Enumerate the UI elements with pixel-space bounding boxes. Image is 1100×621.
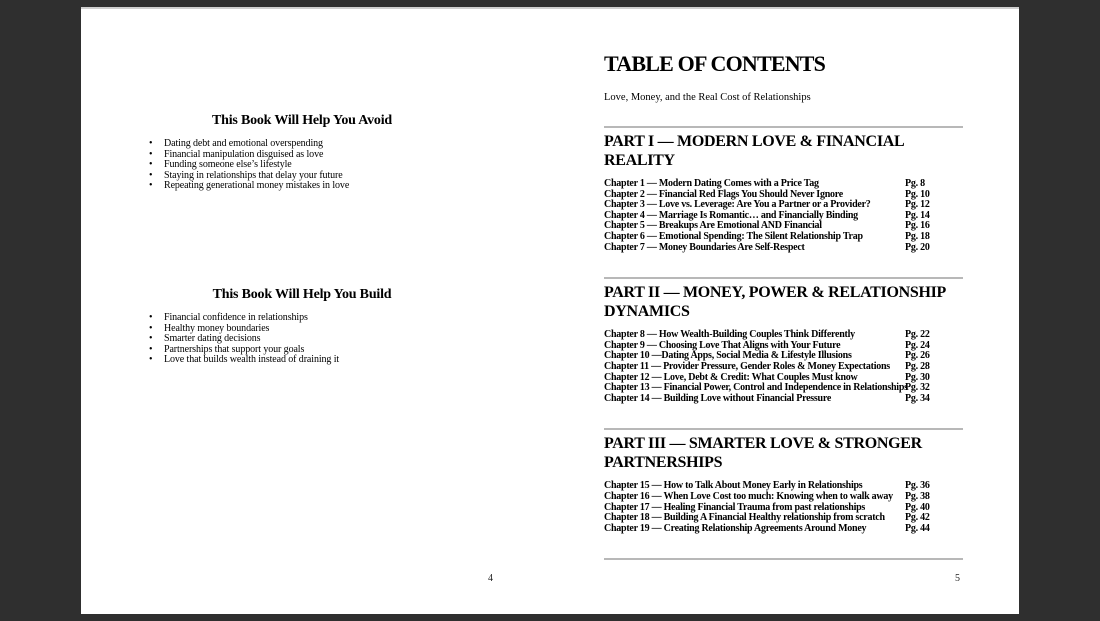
chapter-page-number: Pg. 32 — [905, 382, 930, 394]
build-section — [120, 286, 484, 366]
part-3-chapter-list — [604, 481, 963, 534]
divider-rule — [604, 126, 963, 128]
divider-rule — [604, 558, 963, 560]
chapter-title: Chapter 13 — Financial Power, Control and Independence in Relationships — [604, 382, 908, 394]
chapter-page-number: Pg. 34 — [905, 392, 930, 404]
build-section-title: This Book Will Help You Build — [212, 286, 392, 302]
chapter-page-number: Pg. 38 — [905, 490, 930, 502]
chapter-title: Chapter 14 — Building Love without Financial Pressure — [604, 392, 832, 404]
chapter-title: Chapter 4 — Marriage Is Romantic… and Financially Binding — [604, 209, 858, 221]
chapter-title: Chapter 9 — Choosing Love That Aligns with Your Future — [604, 339, 841, 351]
build-bullet-list — [149, 313, 484, 366]
chapter-title: Chapter 3 — Love vs. Leverage: Are You a Partner or a Provider? — [604, 199, 871, 211]
toc-title: TABLE OF CONTENTS — [604, 51, 826, 76]
chapter-page-number: Pg. 28 — [905, 360, 930, 372]
list-item: • Repeating generational money mistakes in love — [149, 181, 484, 192]
avoid-section — [120, 112, 484, 192]
chapter-title: Chapter 18 — Building A Financial Healthy relationship from scratch — [604, 512, 885, 524]
part-1-chapter-list — [604, 179, 963, 253]
book-spread — [81, 7, 1019, 614]
list-item: • Love that builds wealth instead of draining it — [149, 355, 484, 366]
list-item: • Staying in relationships that delay your future — [149, 171, 484, 182]
right-page-number: 5 — [955, 573, 960, 584]
right-page-content — [604, 52, 963, 560]
chapter-title: Chapter 2 — Financial Red Flags You Should Never Ignore — [604, 188, 843, 200]
list-item: • Partnerships that support your goals — [149, 345, 484, 356]
chapter-row — [604, 179, 963, 190]
chapter-row — [604, 524, 963, 535]
chapter-title: Chapter 11 — Provider Pressure, Gender Roles & Money Expectations — [604, 360, 890, 372]
list-item: • Funding someone else’s lifestyle — [149, 160, 484, 171]
part-2-chapter-list — [604, 330, 963, 404]
toc-subtitle: Love, Money, and the Real Cost of Relationships — [604, 92, 811, 103]
chapter-title: Chapter 15 — How to Talk About Money Early in Relationships — [604, 480, 863, 492]
chapter-page-number: Pg. 22 — [905, 329, 930, 341]
chapter-page-number: Pg. 36 — [905, 480, 930, 492]
left-page-content — [120, 112, 484, 366]
chapter-page-number: Pg. 12 — [905, 199, 930, 211]
chapter-page-number: Pg. 10 — [905, 188, 930, 200]
chapter-title: Chapter 17 — Healing Financial Trauma from past relationships — [604, 501, 866, 513]
chapter-row — [604, 394, 963, 405]
chapter-title: Chapter 6 — Emotional Spending: The Silent Relationship Trap — [604, 230, 863, 242]
list-item: • Financial confidence in relationships — [149, 313, 484, 324]
chapter-page-number: Pg. 42 — [905, 512, 930, 524]
chapter-page-number: Pg. 8 — [905, 178, 925, 189]
chapter-page-number: Pg. 30 — [905, 371, 930, 383]
chapter-title: Chapter 5 — Breakups Are Emotional AND Financial — [604, 220, 822, 232]
divider-rule — [604, 277, 963, 279]
chapter-page-number: Pg. 44 — [905, 522, 930, 534]
chapter-row — [604, 232, 963, 243]
chapter-page-number: Pg. 14 — [905, 209, 930, 221]
chapter-title: Chapter 8 — How Wealth-Building Couples Think Differently — [604, 329, 855, 341]
chapter-title: Chapter 1 — Modern Dating Comes with a Price Tag — [604, 178, 819, 189]
list-item: • Healthy money boundaries — [149, 324, 484, 335]
chapter-page-number: Pg. 16 — [905, 220, 930, 232]
part-1-heading: PART I — MODERN LOVE & FINANCIAL REALITY — [604, 133, 904, 169]
chapter-title: Chapter 7 — Money Boundaries Are Self-Respect — [604, 241, 805, 253]
chapter-page-number: Pg. 24 — [905, 339, 930, 351]
chapter-row — [604, 243, 963, 254]
divider-rule — [604, 428, 963, 430]
chapter-row — [604, 362, 963, 373]
chapter-title: Chapter 19 — Creating Relationship Agreements Around Money — [604, 522, 867, 534]
chapter-page-number: Pg. 20 — [905, 241, 930, 253]
chapter-page-number: Pg. 18 — [905, 230, 930, 242]
avoid-bullet-list — [149, 139, 484, 192]
chapter-title: Chapter 12 — Love, Debt & Credit: What Couples Must know — [604, 371, 858, 383]
part-2-heading: PART II — MONEY, POWER & RELATIONSHIP DYNAMICS — [604, 284, 946, 320]
list-item: • Smarter dating decisions — [149, 334, 484, 345]
part-3-heading: PART III — SMARTER LOVE & STRONGER PARTNERSHIPS — [604, 435, 922, 471]
chapter-page-number: Pg. 26 — [905, 350, 930, 362]
chapter-row — [604, 492, 963, 503]
list-item: • Financial manipulation disguised as love — [149, 150, 484, 161]
chapter-title: Chapter 10 —Dating Apps, Social Media & Lifestyle Illusions — [604, 350, 852, 362]
avoid-section-title: This Book Will Help You Avoid — [211, 113, 393, 128]
left-page-number: 4 — [488, 573, 493, 584]
chapter-title: Chapter 16 — When Love Cost too much: Knowing when to walk away — [604, 490, 893, 502]
chapter-page-number: Pg. 40 — [905, 501, 930, 513]
list-item: • Dating debt and emotional overspending — [149, 139, 484, 150]
